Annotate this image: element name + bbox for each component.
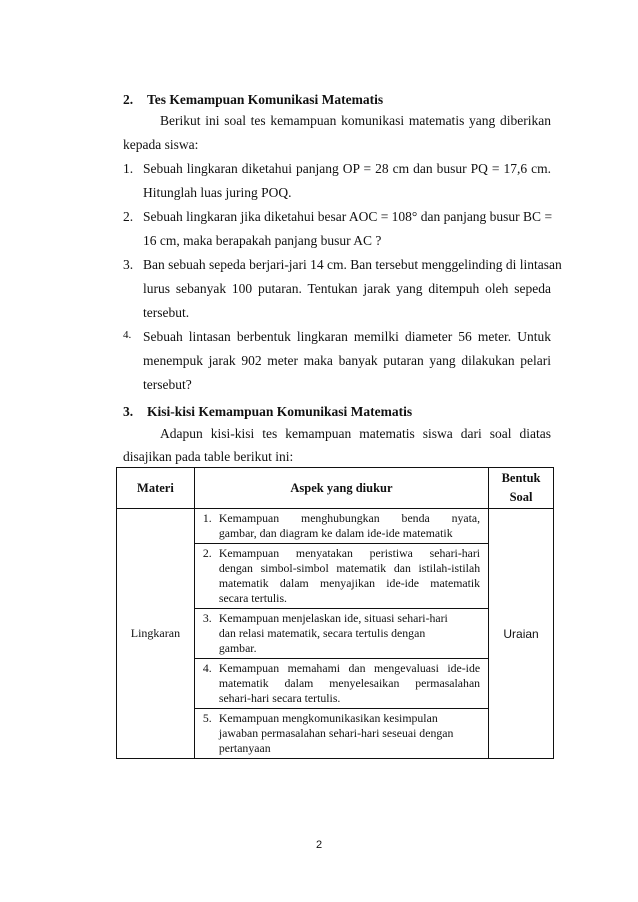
question-3-number: 3. bbox=[123, 257, 134, 272]
aspek-3-line2: dan relasi matematik, secara tertulis dengan bbox=[218, 626, 426, 640]
header-bentuk-soal bbox=[489, 468, 554, 509]
aspek-item-1 bbox=[195, 509, 488, 543]
question-1-line1: Sebuah lingkaran diketahui panjang OP = 28 cm dan busur PQ = 17,6 cm. bbox=[143, 161, 551, 176]
aspek-3-number: 3. bbox=[202, 611, 212, 625]
aspek-3-line1: Kemampuan menjelaskan ide, situasi sehari-hari bbox=[218, 611, 448, 625]
cell-aspek-3 bbox=[194, 609, 488, 659]
aspek-1-line1: Kemampuan menghubungkan benda nyata, bbox=[218, 511, 481, 525]
section-3-intro-line2: disajikan pada table berikut ini: bbox=[123, 449, 294, 464]
section-3-heading bbox=[123, 404, 412, 420]
section-2-intro-line1: Berikut ini soal tes kemampuan komunikasi matematis yang diberikan bbox=[160, 113, 551, 128]
cell-aspek-2 bbox=[194, 544, 488, 609]
question-4-number: 4. bbox=[123, 329, 132, 341]
table-header-row bbox=[117, 468, 554, 509]
question-3-line2: lurus sebanyak 100 putaran. Tentukan jarak yang ditempuh oleh sepeda bbox=[143, 281, 551, 296]
aspek-2-last: secara tertulis. bbox=[218, 591, 287, 605]
aspek-item-5 bbox=[195, 709, 488, 758]
aspek-4-number: 4. bbox=[202, 661, 212, 675]
kisi-kisi-table bbox=[116, 467, 554, 759]
page-number: 2 bbox=[315, 839, 323, 851]
question-4-line3: tersebut? bbox=[143, 377, 192, 392]
aspek-3-line3: gambar. bbox=[218, 641, 257, 655]
table-row bbox=[117, 509, 554, 544]
aspek-item-2 bbox=[195, 544, 488, 608]
section-2-heading bbox=[123, 92, 383, 108]
section-2-number: 2. bbox=[123, 92, 134, 107]
aspek-2-line1: Kemampuan menyatakan peristiwa sehari-hari bbox=[218, 546, 481, 560]
aspek-5-line1: Kemampuan mengkomunikasikan kesimpulan bbox=[218, 711, 438, 725]
question-2-line1: Sebuah lingkaran jika diketahui besar AOC = 108° dan panjang busur BC = bbox=[143, 209, 553, 224]
cell-aspek-4 bbox=[194, 659, 488, 709]
aspek-5-line2: jawaban permasalahan sehari-hari seseuai dengan bbox=[218, 726, 454, 740]
question-4-line2: menempuk jarak 902 meter maka banyak putaran yang dilakukan pelari bbox=[143, 353, 551, 368]
section-2-intro-line2: kepada siswa: bbox=[123, 137, 199, 152]
question-2-number: 2. bbox=[123, 209, 134, 224]
aspek-4-line1: Kemampuan memahami dan mengevaluasi ide-ide bbox=[218, 661, 481, 675]
cell-aspek-1 bbox=[194, 509, 488, 544]
section-3-intro-line1: Adapun kisi-kisi tes kemampuan matematis siswa dari soal diatas bbox=[160, 426, 551, 441]
question-1-line2: Hitunglah luas juring POQ. bbox=[143, 185, 292, 200]
header-bentuk-line1: Bentuk bbox=[501, 471, 541, 485]
question-3-line1: Ban sebuah sepeda berjari-jari 14 cm. Ban tersebut menggelinding di lintasan bbox=[143, 257, 562, 272]
aspek-item-4 bbox=[195, 659, 488, 708]
question-1-number: 1. bbox=[123, 161, 134, 176]
aspek-2-line3: matematik dalam menyajikan ide-ide matematik bbox=[218, 576, 481, 590]
aspek-4-last: sehari-hari secara tertulis. bbox=[218, 691, 341, 705]
section-3-title: Kisi-kisi Kemampuan Komunikasi Matematis bbox=[147, 404, 413, 419]
cell-bentuk: Uraian bbox=[489, 509, 554, 759]
section-2-title: Tes Kemampuan Komunikasi Matematis bbox=[147, 92, 384, 107]
aspek-2-number: 2. bbox=[202, 546, 212, 560]
question-2-line2: 16 cm, maka berapakah panjang busur AC ? bbox=[143, 233, 382, 248]
aspek-5-line3: pertanyaan bbox=[218, 741, 271, 755]
aspek-2-line2: dengan simbol-simbol matematik dan istilah-istilah bbox=[218, 561, 481, 575]
header-materi: Materi bbox=[117, 468, 195, 509]
question-3-line3: tersebut. bbox=[143, 305, 190, 320]
header-bentuk-line2: Soal bbox=[509, 490, 533, 504]
section-3-number: 3. bbox=[123, 404, 134, 419]
aspek-5-number: 5. bbox=[202, 711, 212, 725]
aspek-1-last: gambar, dan diagram ke dalam ide-ide matematik bbox=[218, 526, 453, 540]
question-4-line1: Sebuah lintasan berbentuk lingkaran memilki diameter 56 meter. Untuk bbox=[143, 329, 551, 344]
header-aspek: Aspek yang diukur bbox=[194, 468, 488, 509]
cell-aspek-5 bbox=[194, 709, 488, 759]
aspek-1-number: 1. bbox=[202, 511, 212, 525]
cell-materi: Lingkaran bbox=[117, 509, 195, 759]
aspek-item-3 bbox=[195, 609, 488, 658]
aspek-4-line2: matematik dalam menyelesaikan permasalahan bbox=[218, 676, 481, 690]
